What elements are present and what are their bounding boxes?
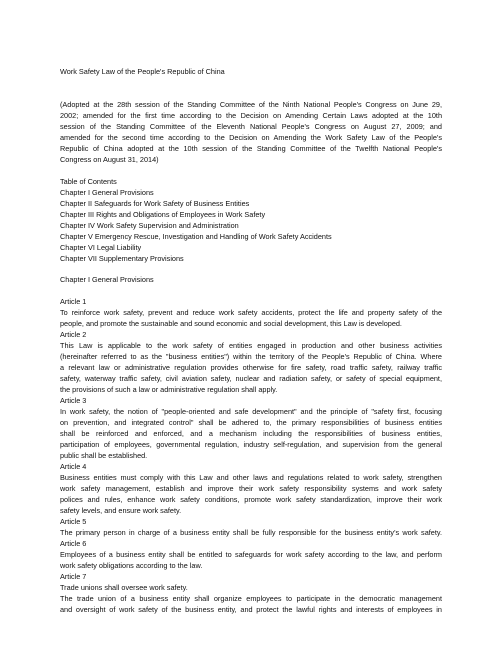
article-line: participation of employees, governmental regulation, industry self-regulation, and supervision from the general: [60, 440, 442, 449]
article-line: shall be reinforced and enforced, and a mechanism including the responsibilities of business entities,: [60, 429, 442, 438]
article-line: people, and promote the sustainable and sound economic and social development, this Law is developed.: [60, 319, 402, 328]
toc-item: Chapter IV Work Safety Supervision and Administration: [60, 221, 239, 230]
article-line: polices and rules, enhance work safety conditions, promote work safety standardization, improve their work: [60, 495, 442, 504]
toc-item: Chapter VI Legal Liability: [60, 243, 142, 252]
preamble-line: (Adopted at the 28th session of the Standing Committee of the Ninth National People's Congress on June 29,: [60, 100, 442, 109]
article-line: Trade unions shall oversee work safety.: [60, 583, 188, 592]
toc-item: Chapter I General Provisions: [60, 188, 154, 197]
article-label: Article 5: [60, 517, 87, 526]
article-line: work safety obligations according to the law.: [60, 561, 203, 570]
document-title: Work Safety Law of the People's Republic of China: [60, 67, 225, 76]
article-line: The trade union of a business entity shall organize employees to participate in the democratic management: [60, 594, 442, 603]
article-line: Business entities must comply with this Law and other laws and regulations related to work safety, strengthen: [60, 473, 442, 482]
preamble-line: Congress on August 31, 2014): [60, 155, 159, 164]
toc-item: Chapter V Emergency Rescue, Investigation and Handling of Work Safety Accidents: [60, 232, 332, 241]
preamble-line: 2002; amended for the first time according to the Decision on Amending Certain Laws adopted at the 10th: [60, 111, 442, 120]
toc-item: Chapter VII Supplementary Provisions: [60, 254, 184, 263]
article-label: Article 1: [60, 297, 87, 306]
preamble-line: Republic of China adopted at the 10th session of the Standing Committee of the Twelfth National People's: [60, 144, 442, 153]
article-line: a relevant law or administrative regulation provides otherwise for fire safety, road traffic safety, railway traffic: [60, 363, 442, 372]
chapter-heading: Chapter I General Provisions: [60, 275, 154, 284]
article-line: the provisions of such a law or administrative regulation shall apply.: [60, 385, 278, 394]
article-line: safety, waterway traffic safety, civil aviation safety, nuclear and radiation safety, or safety of special equipment,: [60, 374, 442, 383]
article-line: Employees of a business entity shall be entitled to safeguards for work safety according to the law, and perform: [60, 550, 442, 559]
article-line: To reinforce work safety, prevent and reduce work safety accidents, protect the life and property safety of the: [60, 308, 442, 317]
preamble-line: session of the Standing Committee of the Eleventh National People's Congress on August 27, 2009; and: [60, 122, 442, 131]
article-label: Article 3: [60, 396, 87, 405]
toc-item: Chapter II Safeguards for Work Safety of Business Entities: [60, 199, 250, 208]
toc-item: Chapter III Rights and Obligations of Employees in Work Safety: [60, 210, 266, 219]
article-label: Article 4: [60, 462, 87, 471]
toc-heading: Table of Contents: [60, 177, 117, 186]
article-line: and oversight of work safety of the business entity, and protect the lawful rights and interests of employees in: [60, 605, 442, 614]
article-label: Article 7: [60, 572, 87, 581]
article-line: In work safety, the notion of "people-oriented and safe development" and the principle of "safety first, focusing: [60, 407, 442, 416]
article-label: Article 2: [60, 330, 87, 339]
article-line: This Law is applicable to the work safety of entities engaged in production and other business activities: [60, 341, 442, 350]
article-label: Article 6: [60, 539, 87, 548]
article-line: safety levels, and ensure work safety.: [60, 506, 182, 515]
article-line: public shall be established.: [60, 451, 148, 460]
preamble-line: amended for the second time according to the Decision on Amending the Work Safety Law of the People's: [60, 133, 442, 142]
article-line: on prevention, and integrated control" shall be adhered to, the primary responsibilities of business entities: [60, 418, 442, 427]
article-line: work safety management, establish and improve their work safety responsibility systems and work safety: [60, 484, 442, 493]
article-line: (hereinafter referred to as the "business entities") within the territory of the People's Republic of China. Where: [60, 352, 442, 361]
article-line: The primary person in charge of a business entity shall be fully responsible for the business entity's work safety.: [60, 528, 442, 537]
